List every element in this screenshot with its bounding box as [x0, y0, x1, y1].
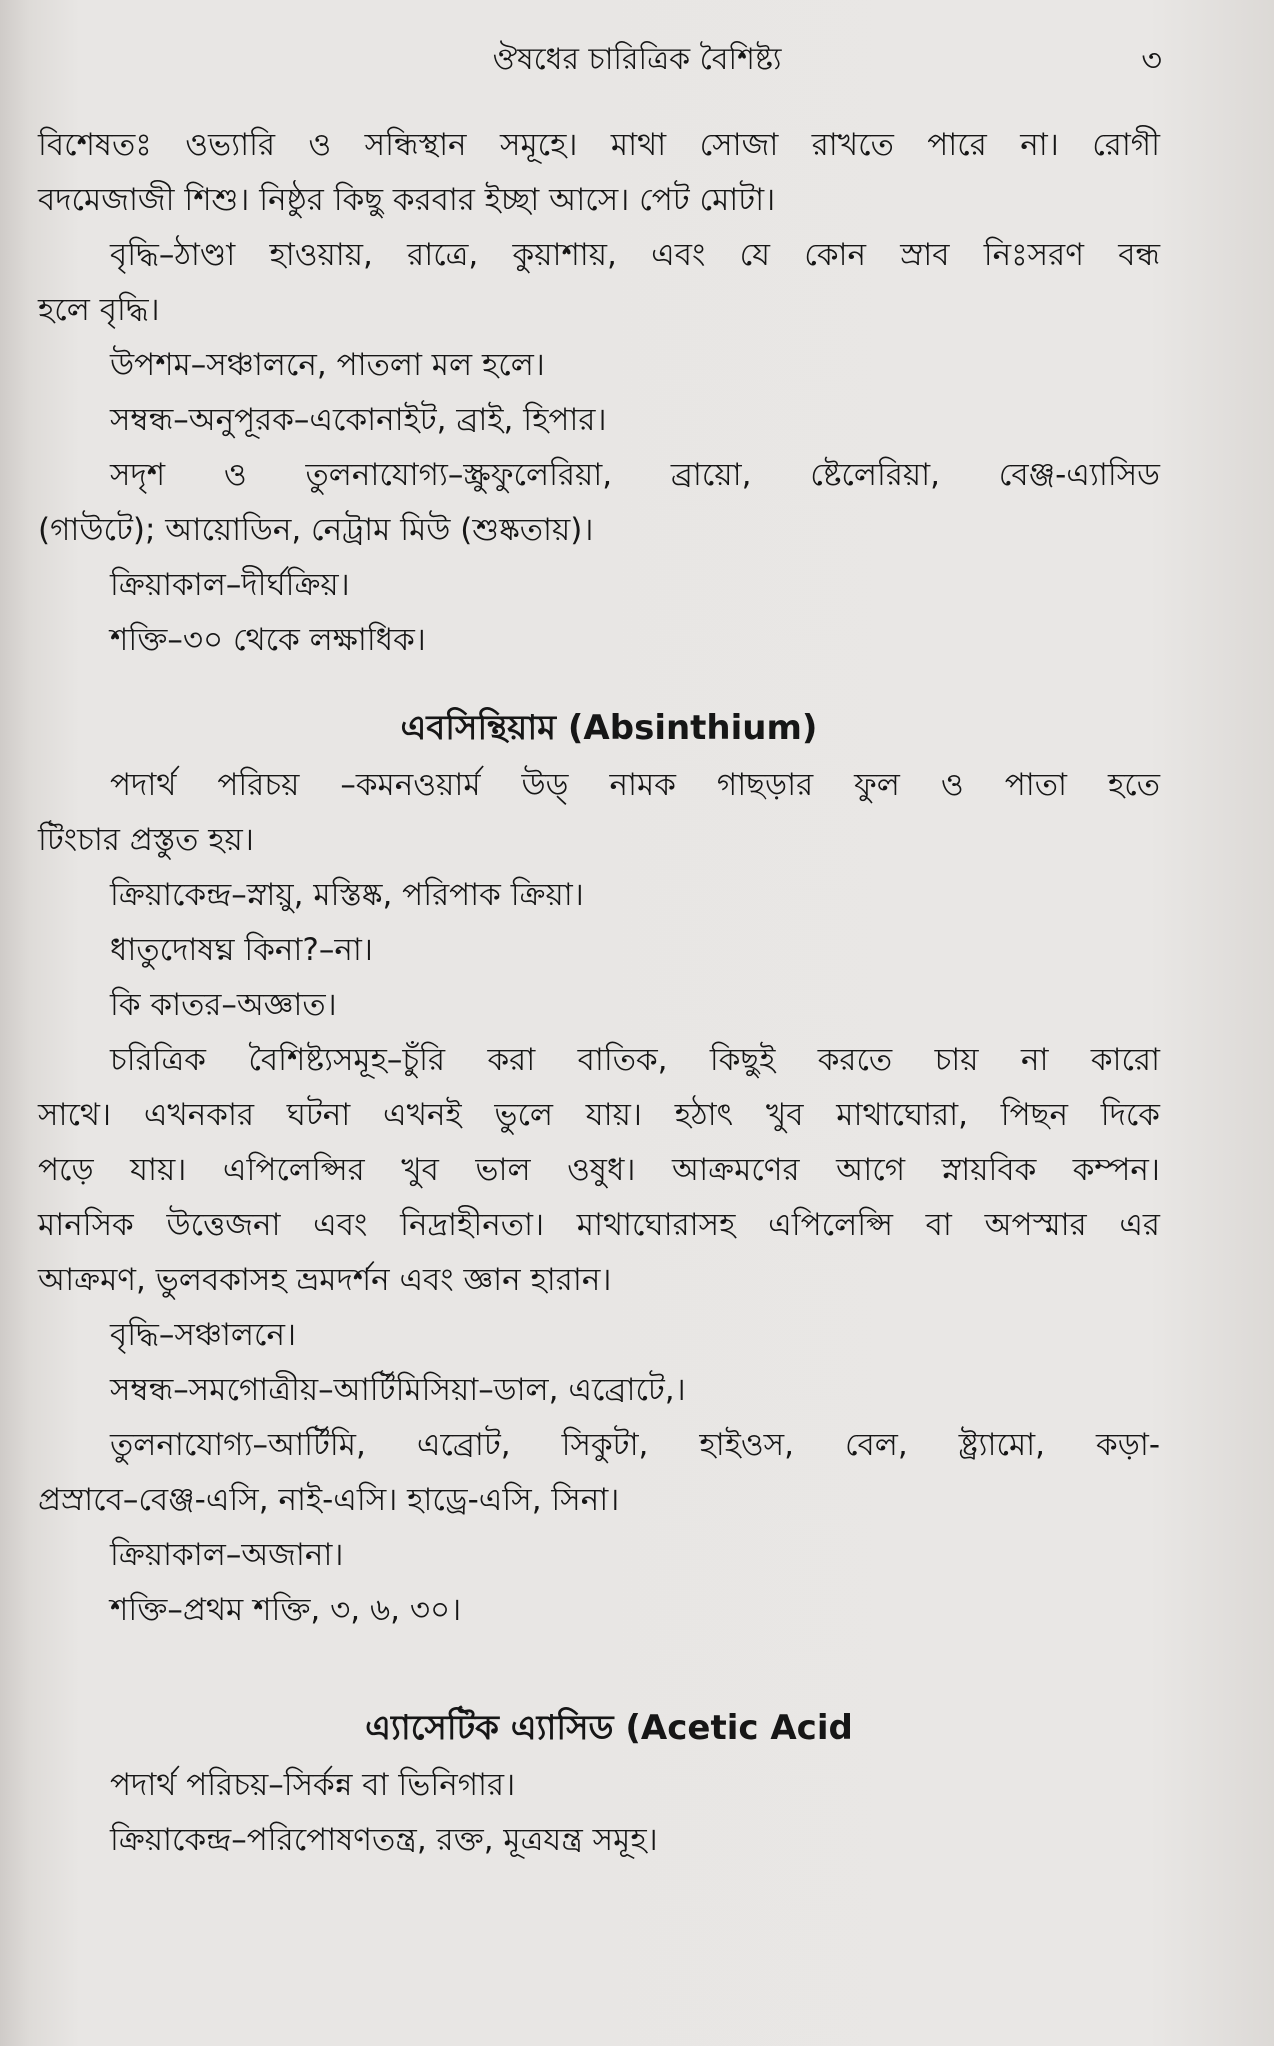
text-line: পড়ে যায়। এপিলেপ্সির খুব ভাল ওষুধ। আক্রমণের আগে স্নায়বিক কম্পন।: [38, 1152, 1160, 1188]
text-line: বৃদ্ধি–ঠাণ্ডা হাওয়ায়, রাত্রে, কুয়াশায়, এবং যে কোন স্রাব নিঃসরণ বন্ধ: [110, 237, 1160, 273]
section-heading-acetic-acid: এ্যাসেটিক এ্যাসিড (Acetic Acid: [365, 1708, 853, 1748]
text-line: তুলনাযোগ্য–আর্টিমি, এব্রোট, সিকুটা, হাইওস, বেল, ষ্ট্র্যামো, কড়া-: [110, 1427, 1160, 1463]
text-line: মানসিক উত্তেজনা এবং নিদ্রাহীনতা। মাথাঘোরাসহ এপিলেপ্সি বা অপস্মার এর: [38, 1207, 1160, 1243]
text-line: ক্রিয়াকেন্দ্র–স্নায়ু, মস্তিষ্ক, পরিপাক ক্রিয়া।: [110, 877, 584, 913]
text-line: বিশেষতঃ ওভ্যারি ও সন্ধিস্থান সমূহে। মাথা সোজা রাখতে পারে না। রোগী: [38, 127, 1160, 163]
text-line: ক্রিয়াকাল–দীর্ঘক্রিয়।: [110, 567, 350, 603]
text-line: সাথে। এখনকার ঘটনা এখনই ভুলে যায়। হঠাৎ খুব মাথাঘোরা, পিছন দিকে: [38, 1097, 1160, 1133]
page-number: ৩: [1141, 41, 1162, 79]
running-head: [0, 40, 1274, 80]
text-line: সম্বন্ধ–অনুপূরক–একোনাইট, ব্রাই, হিপার।: [110, 402, 607, 438]
text-line: ধাতুদোষঘ্ন কিনা?–না।: [110, 932, 373, 968]
text-line: পদার্থ পরিচয়–সির্কন্ন বা ভিনিগার।: [110, 1767, 516, 1803]
text-line: ক্রিয়াকাল–অজানা।: [110, 1537, 344, 1573]
text-line: সম্বন্ধ–সমগোত্রীয়–আর্টিমিসিয়া–ডাল, এব্রোটে,।: [110, 1372, 686, 1408]
text-line: সদৃশ ও তুলনাযোগ্য–স্ক্রুফুলেরিয়া, ব্রায়ো, ষ্টেলেরিয়া, বেঞ্জ-এ্যাসিড: [110, 457, 1160, 493]
text-line: উপশম–সঞ্চালনে, পাতলা মল হলে।: [110, 347, 545, 383]
text-line: (গাউটে); আয়োডিন, নেট্রাম মিউ (শুষ্কতায়)।: [38, 512, 594, 548]
text-line: আক্রমণ, ভুলবকাসহ ভ্রমদর্শন এবং জ্ঞান হারান।: [38, 1262, 612, 1298]
text-line: শক্তি–৩০ থেকে লক্ষাধিক।: [110, 622, 426, 658]
page-body: [38, 118, 1160, 1868]
text-line: শক্তি–প্রথম শক্তি, ৩, ৬, ৩০।: [110, 1592, 462, 1628]
text-line: বদমেজাজী শিশু। নিষ্ঠুর কিছু করবার ইচ্ছা আসে। পেট মোটা।: [38, 182, 776, 218]
text-line: পদার্থ পরিচয় –কমনওয়ার্ম উড্‌ নামক গাছড়ার ফুল ও পাতা হতে: [110, 767, 1160, 803]
text-line: ক্রিয়াকেন্দ্র–পরিপোষণতন্ত্র, রক্ত, মূত্রযন্ত্র সমূহ।: [110, 1822, 658, 1858]
text-line: হলে বৃদ্ধি।: [38, 292, 160, 328]
text-line: টিংচার প্রস্তুত হয়।: [38, 822, 254, 858]
text-line: বৃদ্ধি–সঞ্চালনে।: [110, 1317, 297, 1353]
text-line: চরিত্রিক বৈশিষ্ট্যসমূহ–চুঁরি করা বাতিক, কিছুই করতে চায় না কারো: [110, 1042, 1160, 1078]
running-title: ঔষধের চারিত্রিক বৈশিষ্ট্য: [492, 42, 782, 77]
text-line: প্রস্রাবে–বেঞ্জ-এসি, নাই-এসি। হাড্রে-এসি, সিনা।: [38, 1482, 620, 1518]
text-line: কি কাতর–অজ্ঞাত।: [110, 987, 337, 1023]
section-heading-absinthium: এবসিন্থিয়াম (Absinthium): [400, 708, 818, 748]
